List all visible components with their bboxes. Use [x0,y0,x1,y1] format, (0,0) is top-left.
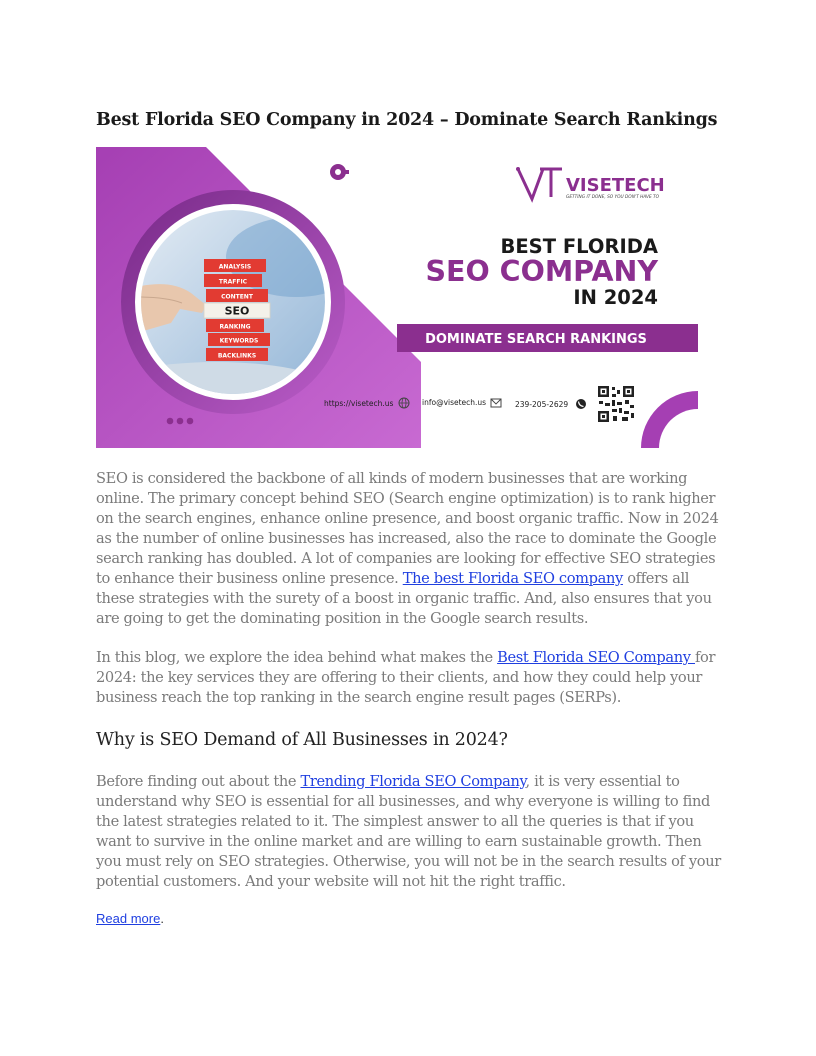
block-label: RANKING [219,323,251,331]
intro-paragraph [96,469,722,629]
phone-icon [576,399,586,409]
block-label: SEO [224,304,250,318]
why-text-part2: , it is very essential to understand why SEO is essential for all businesses, and why everyone is willing to find the latest strategies related to it. The simplest answer to all the queries is that if you want to survive in the online market and are willing to earn sustainable growth. Then you must rely on SEO strategies. Otherwise, you will not be in the search results of your potential customers. And your website will not hit the right traffic. [96,773,721,890]
headline-line2: SEO COMPANY [425,255,658,288]
brand-tagline: GETTING IT DONE, SO YOU DON'T HAVE TO [566,195,660,200]
blog-text-part1: In this blog, we explore the idea behind what makes the [96,649,498,666]
contact-email: info@visetech.us [422,398,487,407]
intro-text-part2: offers all these strategies with the surety of a boost in organic traffic. And, also ensures that you are going to get the dominating position in the Google search results. [96,570,712,627]
section-heading: Why is SEO Demand of All Businesses in 2024? [96,730,508,750]
why-text-part1: Before finding out about the [96,773,301,790]
block-label: BACKLINKS [217,352,257,360]
blog-text-part2: for 2024: the key services they are offering to their clients, and how they could help your business reach the top ranking in the search engine result pages (SERPs). [96,649,716,706]
mail-icon [491,399,501,407]
seo-block-stack [204,259,270,361]
target-icon [330,164,349,180]
headline-line3: IN 2024 [573,286,658,309]
trending-florida-seo-company-link[interactable]: Trending Florida SEO Company [300,773,526,790]
dots-icon [167,418,194,425]
qr-code-icon [598,386,634,422]
read-more-line [96,911,164,926]
block-label: CONTENT [221,293,253,301]
contact-url: https://visetech.us [324,399,394,408]
why-paragraph [96,772,722,892]
block-label: ANALYSIS [218,263,252,271]
block-label: TRAFFIC [218,278,248,286]
best-florida-seo-company-link-2[interactable]: Best Florida SEO Company [497,649,695,666]
contact-phone: 239-205-2629 [515,400,569,409]
read-more-suffix: . [160,911,164,926]
corner-arc-shape [641,391,698,448]
block-label: KEYWORDS [219,337,259,345]
blog-paragraph [96,648,722,708]
page-title: Best Florida SEO Company in 2024 – Dominate Search Rankings [96,110,718,130]
visetech-logo [516,167,665,200]
read-more-link[interactable]: Read more [96,911,161,926]
headline-line1: BEST FLORIDA [500,235,658,258]
best-florida-seo-company-link[interactable]: The best Florida SEO company [402,570,623,587]
brand-name: VISETECH [566,175,665,196]
ribbon-text: DOMINATE SEARCH RANKINGS [425,332,647,347]
hero-banner [96,147,698,448]
intro-text-part1: SEO is considered the backbone of all kinds of modern businesses that are working online. The primary concept behind SEO (Search engine optimization) is to rank higher on the search engines, enhance online presence, and boost organic traffic. Now in 2024 as the number of online businesses has increased, also the race to dominate the Google search ranking has doubled. A lot of companies are looking for effective SEO strategies to enhance their business online presence. [96,470,719,587]
